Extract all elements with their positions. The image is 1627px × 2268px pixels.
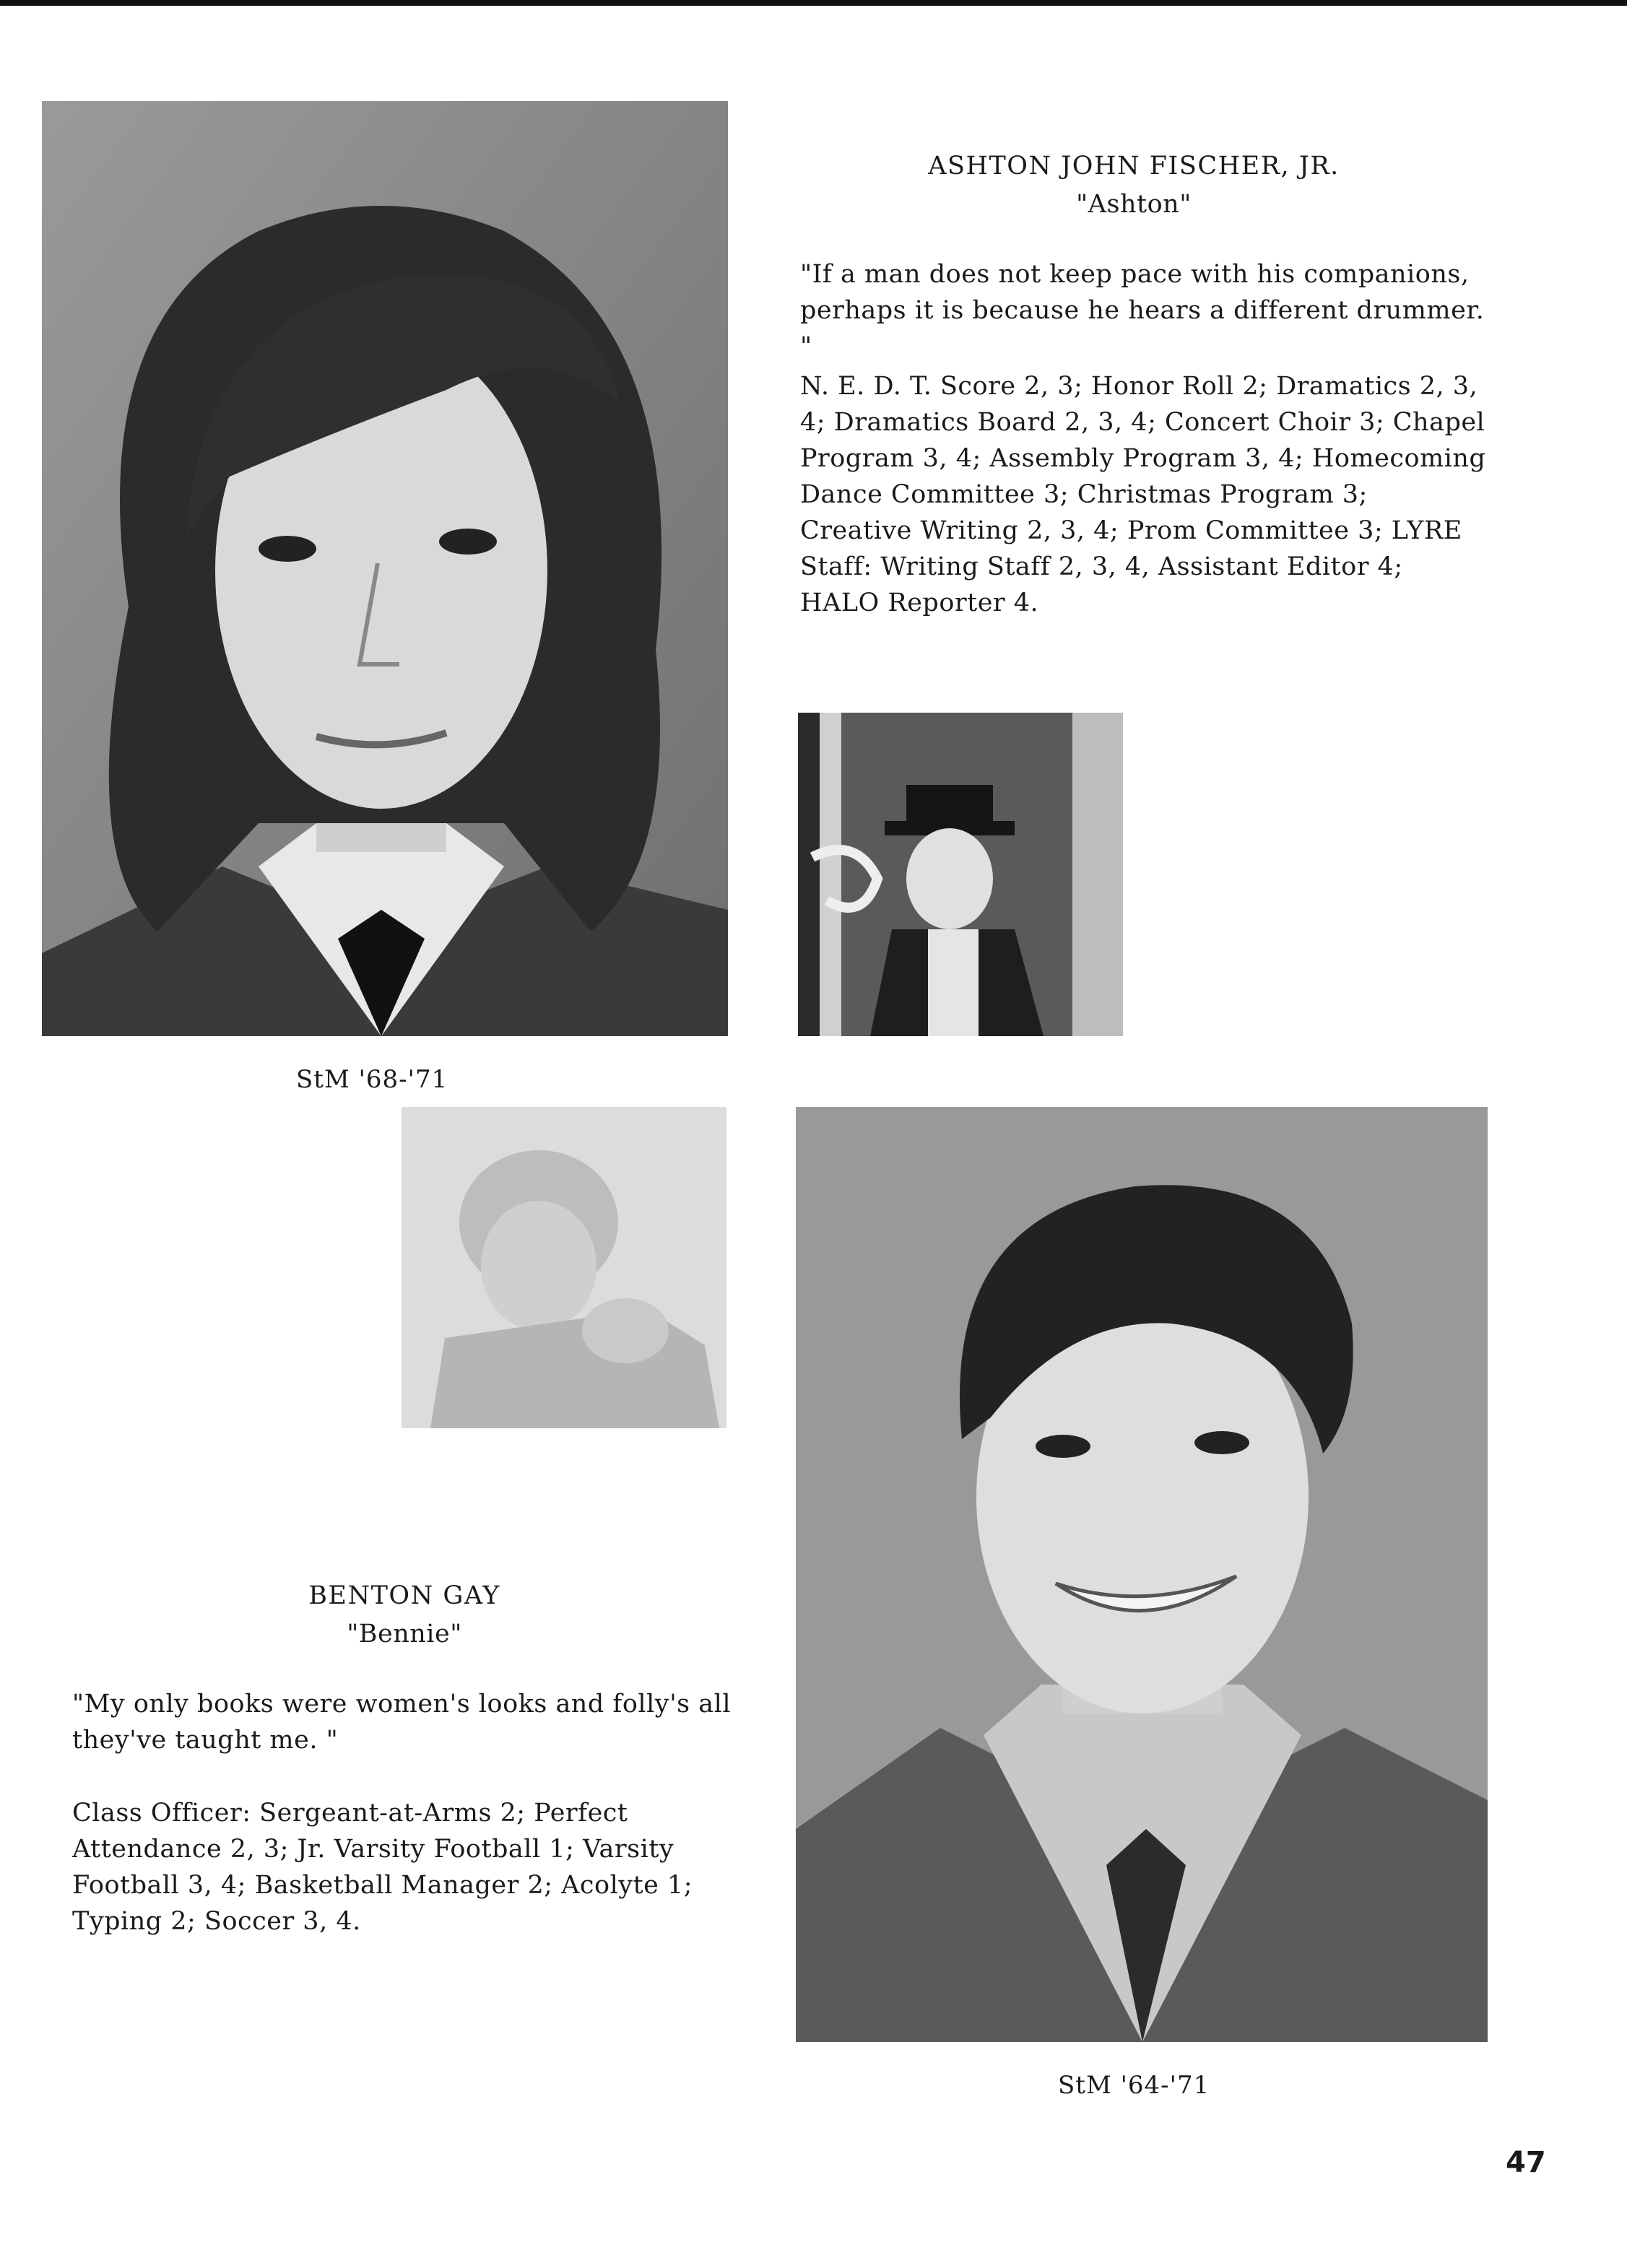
activities-list (72, 1795, 733, 1939)
activities-list (800, 368, 1486, 621)
senior-quote-text: "My only books were women's looks and folly's all they've taught me. " (72, 1690, 732, 1755)
years-caption-text: StM '64-'71 (1058, 2071, 1210, 2100)
student-nickname-text: "Bennie" (347, 1620, 462, 1648)
years-caption-text: StM '68-'71 (296, 1065, 448, 1094)
page-number (1506, 2146, 1546, 2179)
top-border (0, 0, 1627, 6)
senior-quote-text: "If a man does not keep pace with his companions, perhaps it is because he hears a different drummer. " (800, 260, 1485, 361)
years-caption (1058, 2071, 1210, 2100)
senior-quote (800, 256, 1486, 365)
portrait-photo-ashton (42, 101, 728, 1036)
student-nickname (802, 186, 1466, 222)
portrait-photo-benton (796, 1107, 1488, 2042)
candid-photo-top-hat (798, 713, 1123, 1036)
page-number-text: 47 (1506, 2146, 1546, 2179)
student-name (274, 1578, 534, 1614)
activities-text: N. E. D. T. Score 2, 3; Honor Roll 2; Dramatics 2, 3, 4; Dramatics Board 2, 3, 4; Concert Choir 3; Chapel Program 3, 4; Assembly Program 3, 4; Homecoming Dance Committee 3; Christmas Program 3; Creative Writing 2, 3, 4; Prom Committee 3; LYRE Staff: Writing Staff 2, 3, 4, Assistant Editor 4; HALO Reporter 4. (800, 372, 1486, 617)
student-name (802, 148, 1466, 184)
student-nickname (274, 1616, 534, 1652)
student-name-text: ASHTON JOHN FISCHER, JR. (928, 152, 1340, 181)
activities-text: Class Officer: Sergeant-at-Arms 2; Perfect Attendance 2, 3; Jr. Varsity Football 1; Varsity Football 3, 4; Basketball Manager 2; Acolyte 1; Typing 2; Soccer 3, 4. (72, 1799, 693, 1936)
student-nickname-text: "Ashton" (1076, 190, 1192, 219)
senior-quote (72, 1686, 737, 1758)
candid-photo-faded (402, 1107, 726, 1428)
student-name-text: BENTON GAY (308, 1581, 500, 1610)
years-caption (296, 1065, 448, 1094)
